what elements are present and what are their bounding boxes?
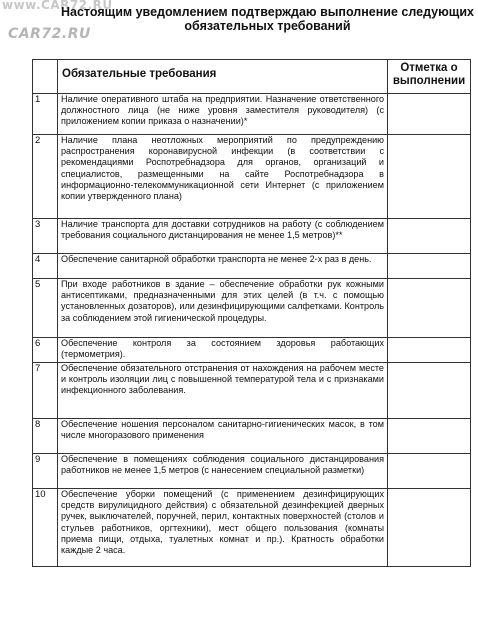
row-number: 2 [33,135,58,219]
completion-mark-cell[interactable] [388,254,471,279]
requirements-table [32,59,471,567]
completion-mark-cell[interactable] [388,454,471,489]
row-number: 7 [33,363,58,419]
row-number: 1 [33,94,58,135]
watermark-url: www.CAR72.RU [2,0,113,12]
requirement-text: Обеспечение обязательного отстранения от нахождения на рабочем месте и контроль изоляции лиц с повышенной температурой тела и с признаками инфекционного заболевания. [58,363,388,419]
completion-mark-cell[interactable] [388,338,471,363]
requirement-text: Обеспечение контроля за состоянием здоровья работающих (термометрия). [58,338,388,363]
completion-mark-cell[interactable] [388,419,471,454]
completion-mark-cell[interactable] [388,219,471,254]
table-row [33,363,471,419]
table-row [33,94,471,135]
document-title: Настоящим уведомлением подтверждаю выполнение следующих обязательных требований [61,5,474,33]
table-row [33,454,471,489]
table-header-row [33,60,471,94]
row-number: 10 [33,489,58,567]
completion-mark-cell[interactable] [388,489,471,567]
row-number: 4 [33,254,58,279]
table-row [33,489,471,567]
row-number: 8 [33,419,58,454]
requirement-text: Обеспечение ношения персоналом санитарно-гигиенических масок, в том числе многоразового применения [58,419,388,454]
requirement-text: Наличие оперативного штаба на предприятии. Назначение ответственного должностного лица (не ниже уровня заместителя руководителя) (с приложением копии приказа о назначении)* [58,94,388,135]
header-requirement: Обязательные требования [58,60,388,94]
header-mark: Отметка о выполнении [388,60,471,94]
watermark-logo: CAR72.RU [8,26,91,42]
header-number [33,60,58,94]
row-number: 6 [33,338,58,363]
completion-mark-cell[interactable] [388,94,471,135]
completion-mark-cell[interactable] [388,135,471,219]
completion-mark-cell[interactable] [388,279,471,338]
requirement-text: Наличие транспорта для доставки сотрудников на работу (с соблюдением требования социального дистанцирования не менее 1,5 метров)** [58,219,388,254]
requirement-text: Обеспечение санитарной обработки транспорта не менее 2-х раз в день. [58,254,388,279]
table-row [33,419,471,454]
row-number: 5 [33,279,58,338]
table-row [33,279,471,338]
table-row [33,219,471,254]
requirement-text: Обеспечение в помещениях соблюдения социального дистанцирования работников не менее 1,5 метров (с нанесением специальной разметки) [58,454,388,489]
table-row [33,254,471,279]
table-row [33,338,471,363]
row-number: 3 [33,219,58,254]
requirement-text: Обеспечение уборки помещений (с применением дезинфицирующих средств вирулицидного действия) с обязательной дезинфекцией дверных ручек, выключателей, поручней, перил, контактных поверхностей (столов и стульев работников, оргтехники), мест общего пользования (комнаты приема пищи, отдыха, туалетных комнат и пр.). Кратность обработки каждые 2 часа. [58,489,388,567]
requirement-text: Наличие плана неотложных мероприятий по предупреждению распространения коронавирусной инфекции (в соответствии с рекомендациями Роспотребнадзора для органов, организаций и специалистов, размещенными на сайте Роспотребнадзора в информационно-телекоммуникационной сети Интернет (с приложением копии утвержденного плана) [58,135,388,219]
row-number: 9 [33,454,58,489]
requirement-text: При входе работников в здание – обеспечение обработки рук кожными антисептиками, предназначенными для этих целей (в т.ч. с помощью установленных дозаторов), или дезинфицирующими салфетками. Контроль за соблюдением этой гигиенической процедуры. [58,279,388,338]
completion-mark-cell[interactable] [388,363,471,419]
table-row [33,135,471,219]
